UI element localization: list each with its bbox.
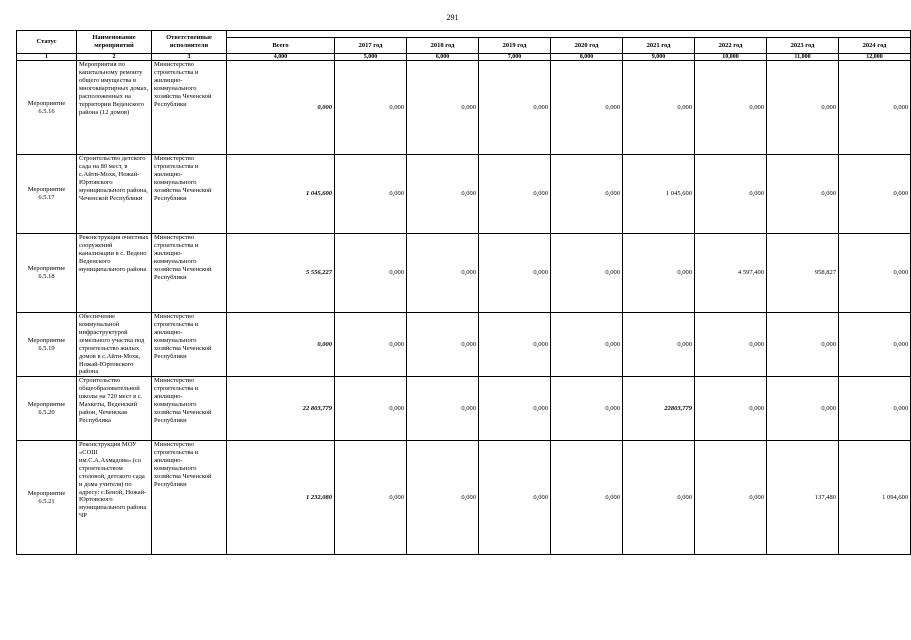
table-row [17, 155, 911, 234]
status-label: Мероприятие [27, 336, 66, 344]
year-value: 0,000 [839, 234, 911, 313]
year-value: 0,000 [623, 234, 695, 313]
page-number: 291 [446, 13, 459, 22]
total-value: 22 803,779 [227, 377, 335, 441]
activity-name [77, 313, 152, 377]
year-value: 0,000 [407, 61, 479, 155]
activity-name [77, 377, 152, 441]
year-value: 0,000 [551, 61, 623, 155]
column-number: 4,000 [227, 54, 335, 61]
total-value: 5 556,227 [227, 234, 335, 313]
year-value: 1 094,600 [839, 441, 911, 555]
table-row [17, 377, 911, 441]
status-code: 6.5.21 [38, 497, 55, 505]
executor: Министерство строительства и жилищно-коммунального хозяйства Чеченской Республики [152, 234, 227, 313]
column-number: 2 [77, 54, 152, 61]
column-number: 11,000 [767, 54, 839, 61]
column-number: 6,000 [407, 54, 479, 61]
status-code: 6.5.17 [38, 194, 55, 201]
executor: Министерство строительства и жилищно-коммунального хозяйства Чеченской Республики [152, 155, 227, 234]
year-value: 0,000 [407, 155, 479, 234]
year-value: 0,000 [551, 441, 623, 555]
activity-name-text: Строительство детского сада на 80 мест, в с.Айти-Мохк, Ножай-Юртовского муниципального района, Чеченской Республики [79, 155, 148, 202]
year-value: 137,480 [767, 441, 839, 555]
activity-name [77, 441, 152, 555]
status-code: 6.5.20 [38, 408, 55, 416]
year-value-highlighted: 22803,779 [623, 377, 695, 441]
header-year: 2022 год [695, 38, 767, 54]
year-value: 0,000 [767, 377, 839, 441]
year-value: 0,000 [479, 441, 551, 555]
executor: Министерство строительства и жилищно-коммунального хозяйства Чеченской Республики [152, 441, 227, 555]
year-value: 0,000 [839, 155, 911, 234]
executor: Министерство строительства и жилищно-коммунального хозяйства Чеченской Республики [152, 377, 227, 441]
header-year: 2020 год [551, 38, 623, 54]
year-value: 0,000 [767, 155, 839, 234]
header-spacer [227, 31, 911, 38]
status-code: 6.5.18 [38, 273, 55, 280]
year-value: 0,000 [479, 234, 551, 313]
status-code: 6.5.16 [38, 107, 55, 115]
status-label: Мероприятие [27, 400, 66, 408]
year-value: 0,000 [623, 313, 695, 377]
status-label: Мероприятие [27, 489, 66, 497]
activity-name [77, 234, 152, 313]
total-value: 0,000 [227, 313, 335, 377]
status-cell [17, 234, 77, 313]
year-value: 0,000 [335, 234, 407, 313]
year-value: 0,000 [551, 377, 623, 441]
status-label: Мероприятие [27, 99, 66, 107]
activity-name-text: Реконструкция очистных сооружений канализации в с. Ведено Веденского муниципального района [79, 234, 149, 273]
year-value: 0,000 [479, 313, 551, 377]
status-code: 6.5.19 [38, 344, 55, 352]
activity-name-text: Реконструкция МОУ «СОШ им.С.А.Ахмадова» (со строительством столовой, детского сада и дома учителя) по адресу: с.Беной, Ножай-Юртовского муниципального района ЧР [79, 441, 147, 520]
activity-name-text: Мероприятия по капитальному ремонту общего имущества в многоквартирных домах, расположенных на территории Веденского района (12 домов) [79, 61, 149, 116]
executor: Министерство строительства и жилищно-коммунального хозяйства Чеченской Республики [152, 61, 227, 155]
column-number: 12,000 [839, 54, 911, 61]
year-value: 0,000 [695, 61, 767, 155]
year-value: 0,000 [407, 234, 479, 313]
year-value: 0,000 [335, 155, 407, 234]
year-value: 1 045,600 [623, 155, 695, 234]
year-value: 0,000 [479, 377, 551, 441]
table-row [17, 441, 911, 555]
year-value: 0,000 [407, 377, 479, 441]
year-value: 0,000 [839, 61, 911, 155]
table-row [17, 313, 911, 377]
year-value: 958,827 [767, 234, 839, 313]
total-value: 1 045,600 [227, 155, 335, 234]
column-number: 3 [152, 54, 227, 61]
status-cell [17, 313, 77, 377]
header-name: Наименование мероприятий [77, 31, 152, 54]
header-executors: Ответственные исполнители [152, 31, 227, 54]
status-label: Мероприятие [27, 265, 66, 273]
activity-name [77, 155, 152, 234]
status-cell [17, 441, 77, 555]
table-row [17, 234, 911, 313]
header-year: 2019 год [479, 38, 551, 54]
year-value: 0,000 [551, 313, 623, 377]
table-row [17, 61, 911, 155]
year-value: 0,000 [335, 377, 407, 441]
status-cell [17, 61, 77, 155]
header-status: Статус [17, 31, 77, 54]
activity-name-text: Строительство общеобразовательной школы на 720 мест в с. Махкеты, Веденский район, Чеченская Республика [79, 377, 143, 424]
year-value: 0,000 [623, 441, 695, 555]
header-total: Всего [227, 38, 335, 54]
year-value: 0,000 [695, 155, 767, 234]
column-number: 9,000 [623, 54, 695, 61]
year-value: 0,000 [695, 441, 767, 555]
activity-name-text: Обеспечение коммунальной инфраструктурой земельного участка под строительство жилых домов в с.Айти-Мохк, Ножай-Юртовского района [79, 313, 145, 376]
year-value: 0,000 [479, 155, 551, 234]
header-year: 2017 год [335, 38, 407, 54]
status-cell [17, 155, 77, 234]
year-value: 0,000 [407, 313, 479, 377]
budget-table [16, 30, 911, 555]
column-number: 5,000 [335, 54, 407, 61]
status-label: Мероприятие [27, 186, 66, 194]
year-value: 0,000 [551, 234, 623, 313]
total-value: 1 232,080 [227, 441, 335, 555]
header-year: 2018 год [407, 38, 479, 54]
year-value: 0,000 [551, 155, 623, 234]
year-value: 0,000 [695, 377, 767, 441]
executor: Министерство строительства и жилищно-коммунального хозяйства Чеченской Республики [152, 313, 227, 377]
year-value: 0,000 [623, 61, 695, 155]
year-value: 0,000 [335, 313, 407, 377]
total-value: 0,000 [227, 61, 335, 155]
year-value: 0,000 [767, 313, 839, 377]
status-cell [17, 377, 77, 441]
header-year: 2021 год [623, 38, 695, 54]
year-value: 0,000 [479, 61, 551, 155]
header-year: 2023 год [767, 38, 839, 54]
column-number: 10,000 [695, 54, 767, 61]
year-value: 0,000 [407, 441, 479, 555]
year-value: 4 597,400 [695, 234, 767, 313]
column-number: 7,000 [479, 54, 551, 61]
header-year: 2024 год [839, 38, 911, 54]
column-number: 8,000 [551, 54, 623, 61]
year-value: 0,000 [767, 61, 839, 155]
year-value: 0,000 [335, 441, 407, 555]
year-value: 0,000 [335, 61, 407, 155]
year-value: 0,000 [839, 313, 911, 377]
column-number: 1 [17, 54, 77, 61]
activity-name [77, 61, 152, 155]
year-value: 0,000 [839, 377, 911, 441]
year-value: 0,000 [695, 313, 767, 377]
